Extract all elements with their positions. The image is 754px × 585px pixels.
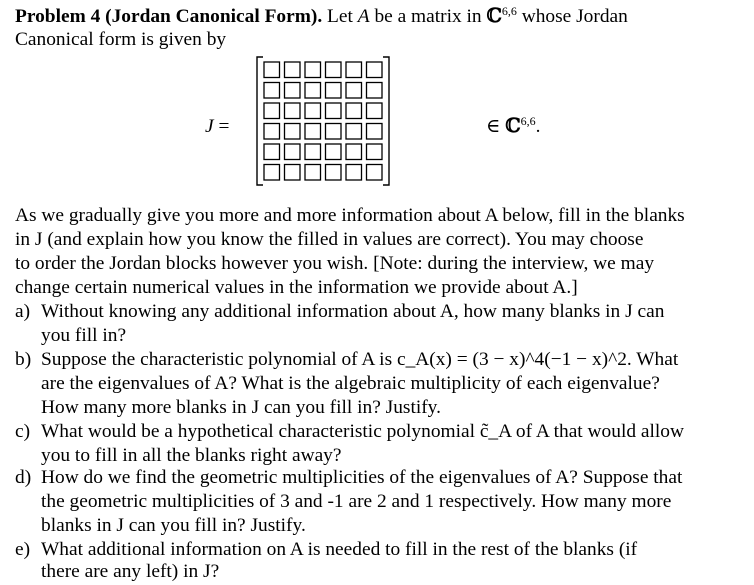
- matrix-right-bracket: [383, 57, 389, 185]
- matrix-blank-r1-c3[interactable]: [305, 62, 321, 78]
- matrix-complex-symbol: ℂ: [505, 114, 521, 137]
- matrix-blank-r3-c5[interactable]: [346, 103, 362, 119]
- intro-text-2: be a matrix in: [369, 6, 487, 27]
- item-b-line-1: Suppose the characteristic polynomial of A is c_A(x) = (3 − x)^4(−1 − x)^2. What: [41, 349, 679, 370]
- matrix-left-bracket: [257, 57, 263, 185]
- matrix-blank-r4-c3[interactable]: [305, 124, 321, 140]
- matrix-dims: 6,6: [520, 114, 536, 128]
- paragraph-line-2: in J (and explain how you know the filled in values are correct). You may choose: [15, 229, 644, 250]
- matrix-blank-r5-c4[interactable]: [326, 144, 342, 160]
- problem-intro-line-2: Canonical form is given by: [15, 29, 227, 50]
- matrix-blank-r3-c2[interactable]: [285, 103, 301, 119]
- matrix-blank-r6-c4[interactable]: [326, 165, 342, 181]
- item-c-line-2: you to fill in all the blanks right away?: [41, 445, 342, 466]
- matrix-blank-r6-c1[interactable]: [264, 165, 280, 181]
- item-c-line-1: What would be a hypothetical characteristic polynomial c̃_A of A that would allow: [41, 421, 684, 442]
- matrix-blank-r5-c1[interactable]: [264, 144, 280, 160]
- element-of: ∈: [486, 116, 506, 137]
- item-b-letter: b): [15, 349, 32, 370]
- matrix-blank-r6-c3[interactable]: [305, 165, 321, 181]
- problem-heading: Problem 4 (Jordan Canonical Form).: [15, 6, 323, 27]
- matrix-blank-r1-c4[interactable]: [326, 62, 342, 78]
- item-e-line-2: there are any left) in J?: [41, 561, 220, 582]
- matrix-blank-r5-c5[interactable]: [346, 144, 362, 160]
- matrix-blank-r5-c6[interactable]: [367, 144, 383, 160]
- matrix-blank-r6-c6[interactable]: [367, 165, 383, 181]
- matrix-blank-r1-c6[interactable]: [367, 62, 383, 78]
- item-d-line-2: the geometric multiplicities of 3 and -1 are 2 and 1 respectively. How many more: [41, 491, 672, 512]
- matrix-symbol-A: A: [357, 6, 370, 27]
- matrix-suffix: [486, 114, 541, 138]
- item-b-line-2: are the eigenvalues of A? What is the algebraic multiplicity of each eigenvalue?: [41, 373, 660, 394]
- paragraph-line-1: As we gradually give you more and more information about A below, fill in the blanks: [15, 205, 685, 226]
- matrix-blank-r2-c3[interactable]: [305, 83, 321, 99]
- item-a-letter: a): [15, 301, 31, 322]
- matrix-equals: =: [213, 116, 230, 137]
- matrix-blank-r6-c2[interactable]: [285, 165, 301, 181]
- matrix-blank-r5-c2[interactable]: [285, 144, 301, 160]
- matrix-blank-r3-c4[interactable]: [326, 103, 342, 119]
- item-a-line-1: Without knowing any additional information about A, how many blanks in J can: [41, 301, 665, 322]
- paragraph-line-3: to order the Jordan blocks however you wish. [Note: during the interview, we may: [15, 253, 655, 274]
- matrix-blank-r6-c5[interactable]: [346, 165, 362, 181]
- matrix-blank-r3-c1[interactable]: [264, 103, 280, 119]
- item-d-line-3: blanks in J can you fill in? Justify.: [41, 515, 306, 536]
- matrix-blank-r5-c3[interactable]: [305, 144, 321, 160]
- matrix-blank-r2-c1[interactable]: [264, 83, 280, 99]
- item-e-letter: e): [15, 539, 31, 560]
- matrix-blank-r2-c4[interactable]: [326, 83, 342, 99]
- matrix-blank-r1-c1[interactable]: [264, 62, 280, 78]
- matrix-period: .: [535, 116, 541, 137]
- item-e-line-1: What additional information on A is needed to fill in the rest of the blanks (if: [41, 539, 638, 560]
- matrix-blank-r3-c6[interactable]: [367, 103, 383, 119]
- matrix-blank-r2-c6[interactable]: [367, 83, 383, 99]
- matrix-blank-r2-c5[interactable]: [346, 83, 362, 99]
- item-c-letter: c): [15, 421, 31, 442]
- item-b-line-3: How many more blanks in J can you fill in? Justify.: [41, 397, 441, 418]
- item-d-line-1: How do we find the geometric multiplicities of the eigenvalues of A? Suppose that: [41, 467, 683, 488]
- matrix-blank-r4-c5[interactable]: [346, 124, 362, 140]
- matrix-blank-r3-c3[interactable]: [305, 103, 321, 119]
- complex-dims: 6,6: [501, 4, 517, 18]
- complex-symbol: ℂ: [486, 4, 502, 27]
- matrix-blank-r4-c4[interactable]: [326, 124, 342, 140]
- matrix-blank-r1-c5[interactable]: [346, 62, 362, 78]
- item-d-letter: d): [15, 467, 32, 488]
- matrix-blank-r4-c6[interactable]: [367, 124, 383, 140]
- matrix-blank-r2-c2[interactable]: [285, 83, 301, 99]
- intro-text-3: whose Jordan: [516, 6, 628, 27]
- matrix-blank-r4-c2[interactable]: [285, 124, 301, 140]
- item-a-line-2: you fill in?: [41, 325, 127, 346]
- matrix-J: J: [205, 116, 214, 137]
- intro-text-1: Let: [322, 6, 358, 27]
- matrix-blank-r1-c2[interactable]: [285, 62, 301, 78]
- matrix-blank-r4-c1[interactable]: [264, 124, 280, 140]
- paragraph-line-4: change certain numerical values in the information we provide about A.]: [15, 277, 578, 298]
